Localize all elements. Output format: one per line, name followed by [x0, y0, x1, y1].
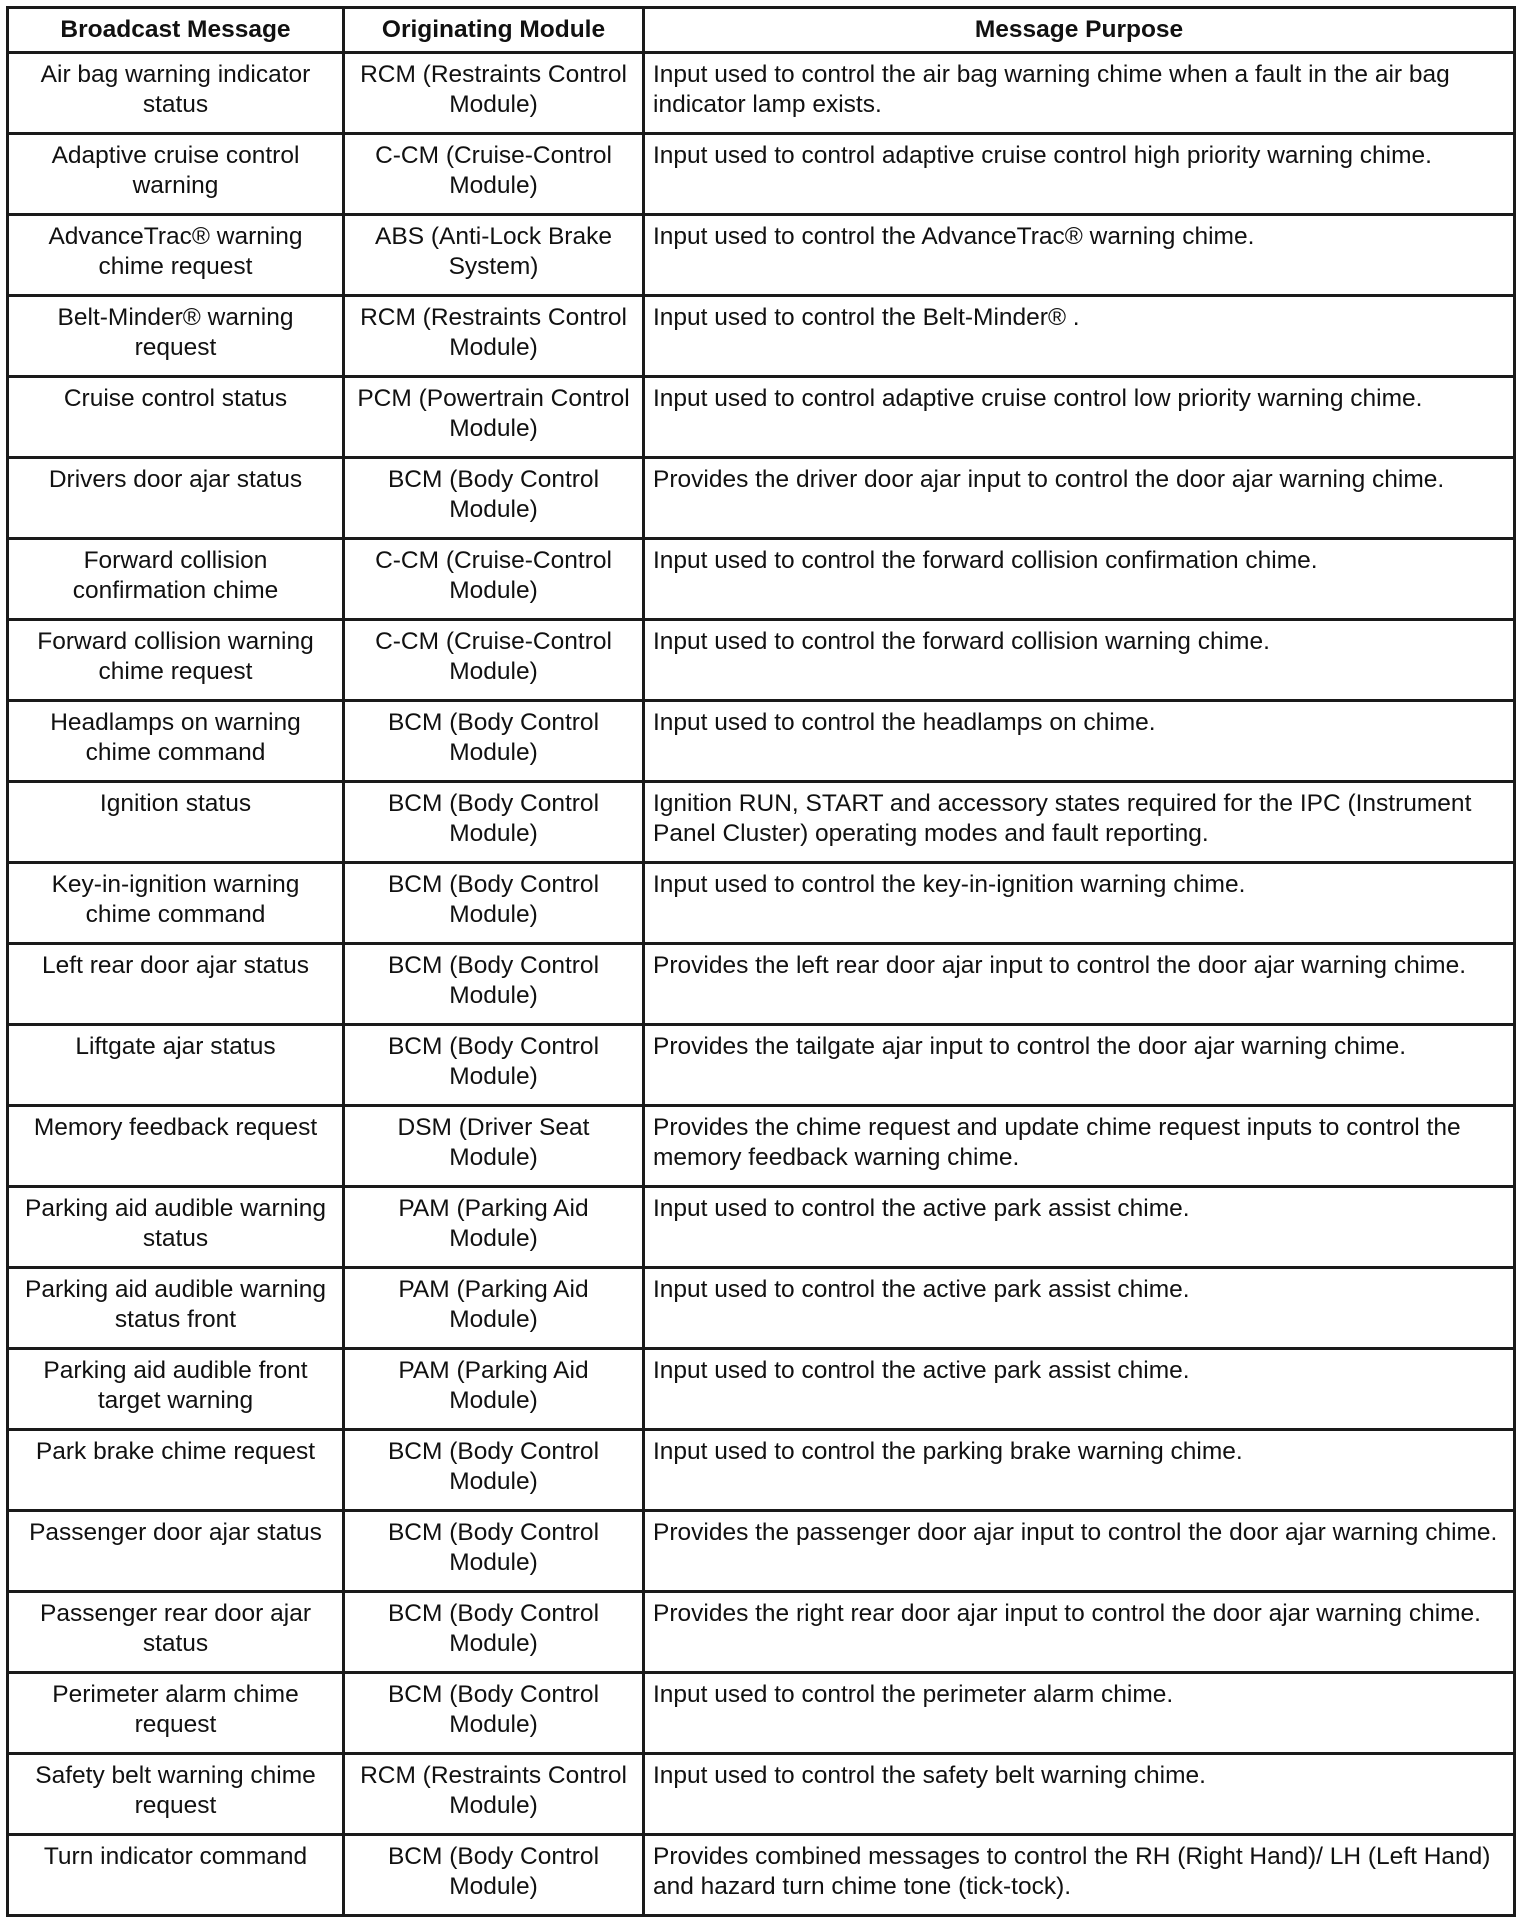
message-purpose-cell: Input used to control the perimeter alarm chime.	[644, 1673, 1515, 1754]
broadcast-message-cell: Cruise control status	[8, 377, 344, 458]
message-purpose-cell: Input used to control adaptive cruise control low priority warning chime.	[644, 377, 1515, 458]
message-purpose-cell: Input used to control the active park assist chime.	[644, 1268, 1515, 1349]
table-row	[8, 863, 1515, 944]
table-row	[8, 1592, 1515, 1673]
table-row	[8, 1025, 1515, 1106]
originating-module-cell: DSM (Driver Seat Module)	[344, 1106, 644, 1187]
table-row	[8, 1349, 1515, 1430]
broadcast-message-cell: Adaptive cruise control warning	[8, 134, 344, 215]
message-purpose-cell: Input used to control the forward collision warning chime.	[644, 620, 1515, 701]
message-purpose-cell: Provides the chime request and update chime request inputs to control the memory feedback warning chime.	[644, 1106, 1515, 1187]
broadcast-message-cell: Forward collision confirmation chime	[8, 539, 344, 620]
originating-module-cell: RCM (Restraints Control Module)	[344, 296, 644, 377]
broadcast-message-cell: Headlamps on warning chime command	[8, 701, 344, 782]
originating-module-cell: RCM (Restraints Control Module)	[344, 1754, 644, 1835]
originating-module-cell: BCM (Body Control Module)	[344, 944, 644, 1025]
table-row	[8, 701, 1515, 782]
table-row	[8, 53, 1515, 134]
originating-module-cell: C-CM (Cruise-Control Module)	[344, 134, 644, 215]
broadcast-message-cell: Turn indicator command	[8, 1835, 344, 1916]
message-purpose-cell: Provides the tailgate ajar input to control the door ajar warning chime.	[644, 1025, 1515, 1106]
table-row	[8, 1106, 1515, 1187]
broadcast-message-cell: Ignition status	[8, 782, 344, 863]
message-purpose-cell: Input used to control the forward collision confirmation chime.	[644, 539, 1515, 620]
table-row	[8, 134, 1515, 215]
message-purpose-cell: Ignition RUN, START and accessory states required for the IPC (Instrument Panel Cluster) operating modes and fault reporting.	[644, 782, 1515, 863]
header-message-purpose: Message Purpose	[644, 8, 1515, 53]
message-purpose-cell: Provides the passenger door ajar input to control the door ajar warning chime.	[644, 1511, 1515, 1592]
message-purpose-cell: Input used to control adaptive cruise control high priority warning chime.	[644, 134, 1515, 215]
broadcast-message-cell: Passenger door ajar status	[8, 1511, 344, 1592]
originating-module-cell: C-CM (Cruise-Control Module)	[344, 539, 644, 620]
message-purpose-cell: Provides combined messages to control the RH (Right Hand)/ LH (Left Hand) and hazard turn chime tone (tick-tock).	[644, 1835, 1515, 1916]
message-purpose-cell: Input used to control the active park assist chime.	[644, 1187, 1515, 1268]
originating-module-cell: BCM (Body Control Module)	[344, 782, 644, 863]
originating-module-cell: BCM (Body Control Module)	[344, 458, 644, 539]
originating-module-cell: BCM (Body Control Module)	[344, 1430, 644, 1511]
originating-module-cell: RCM (Restraints Control Module)	[344, 53, 644, 134]
broadcast-message-cell: Safety belt warning chime request	[8, 1754, 344, 1835]
message-purpose-cell: Input used to control the air bag warning chime when a fault in the air bag indicator lamp exists.	[644, 53, 1515, 134]
table-row	[8, 1268, 1515, 1349]
originating-module-cell: C-CM (Cruise-Control Module)	[344, 620, 644, 701]
broadcast-message-cell: Air bag warning indicator status	[8, 53, 344, 134]
table-row	[8, 1835, 1515, 1916]
table-row	[8, 1673, 1515, 1754]
table-row	[8, 944, 1515, 1025]
message-purpose-cell: Provides the driver door ajar input to control the door ajar warning chime.	[644, 458, 1515, 539]
message-purpose-cell: Input used to control the headlamps on chime.	[644, 701, 1515, 782]
table-row	[8, 539, 1515, 620]
table-row	[8, 296, 1515, 377]
broadcast-message-cell: Parking aid audible warning status	[8, 1187, 344, 1268]
originating-module-cell: PAM (Parking Aid Module)	[344, 1268, 644, 1349]
header-originating-module: Originating Module	[344, 8, 644, 53]
broadcast-message-cell: Parking aid audible warning status front	[8, 1268, 344, 1349]
originating-module-cell: ABS (Anti-Lock Brake System)	[344, 215, 644, 296]
message-purpose-cell: Input used to control the key-in-ignition warning chime.	[644, 863, 1515, 944]
header-broadcast-message: Broadcast Message	[8, 8, 344, 53]
broadcast-message-cell: Perimeter alarm chime request	[8, 1673, 344, 1754]
originating-module-cell: BCM (Body Control Module)	[344, 1511, 644, 1592]
broadcast-message-cell: Left rear door ajar status	[8, 944, 344, 1025]
table-header	[8, 8, 1515, 53]
broadcast-message-table	[6, 6, 1516, 1917]
broadcast-message-cell: Forward collision warning chime request	[8, 620, 344, 701]
originating-module-cell: BCM (Body Control Module)	[344, 701, 644, 782]
header-row	[8, 8, 1515, 53]
originating-module-cell: BCM (Body Control Module)	[344, 1835, 644, 1916]
message-purpose-cell: Input used to control the Belt-Minder® .	[644, 296, 1515, 377]
message-purpose-cell: Input used to control the parking brake warning chime.	[644, 1430, 1515, 1511]
broadcast-message-cell: Parking aid audible front target warning	[8, 1349, 344, 1430]
message-purpose-cell: Input used to control the active park assist chime.	[644, 1349, 1515, 1430]
broadcast-message-cell: Park brake chime request	[8, 1430, 344, 1511]
table-row	[8, 1511, 1515, 1592]
originating-module-cell: PCM (Powertrain Control Module)	[344, 377, 644, 458]
document-page	[6, 6, 1513, 1917]
table-row	[8, 1430, 1515, 1511]
originating-module-cell: PAM (Parking Aid Module)	[344, 1187, 644, 1268]
message-purpose-cell: Provides the left rear door ajar input to control the door ajar warning chime.	[644, 944, 1515, 1025]
table-row	[8, 458, 1515, 539]
table-row	[8, 782, 1515, 863]
originating-module-cell: BCM (Body Control Module)	[344, 1025, 644, 1106]
message-purpose-cell: Provides the right rear door ajar input to control the door ajar warning chime.	[644, 1592, 1515, 1673]
message-purpose-cell: Input used to control the safety belt warning chime.	[644, 1754, 1515, 1835]
broadcast-message-cell: Memory feedback request	[8, 1106, 344, 1187]
table-row	[8, 377, 1515, 458]
table-row	[8, 1754, 1515, 1835]
broadcast-message-cell: Belt-Minder® warning request	[8, 296, 344, 377]
broadcast-message-cell: AdvanceTrac® warning chime request	[8, 215, 344, 296]
table-row	[8, 215, 1515, 296]
broadcast-message-cell: Passenger rear door ajar status	[8, 1592, 344, 1673]
table-row	[8, 1187, 1515, 1268]
originating-module-cell: BCM (Body Control Module)	[344, 1592, 644, 1673]
originating-module-cell: BCM (Body Control Module)	[344, 863, 644, 944]
broadcast-message-cell: Key-in-ignition warning chime command	[8, 863, 344, 944]
message-purpose-cell: Input used to control the AdvanceTrac® warning chime.	[644, 215, 1515, 296]
broadcast-message-cell: Liftgate ajar status	[8, 1025, 344, 1106]
originating-module-cell: PAM (Parking Aid Module)	[344, 1349, 644, 1430]
broadcast-message-cell: Drivers door ajar status	[8, 458, 344, 539]
table-row	[8, 620, 1515, 701]
table-body	[8, 53, 1515, 1916]
originating-module-cell: BCM (Body Control Module)	[344, 1673, 644, 1754]
